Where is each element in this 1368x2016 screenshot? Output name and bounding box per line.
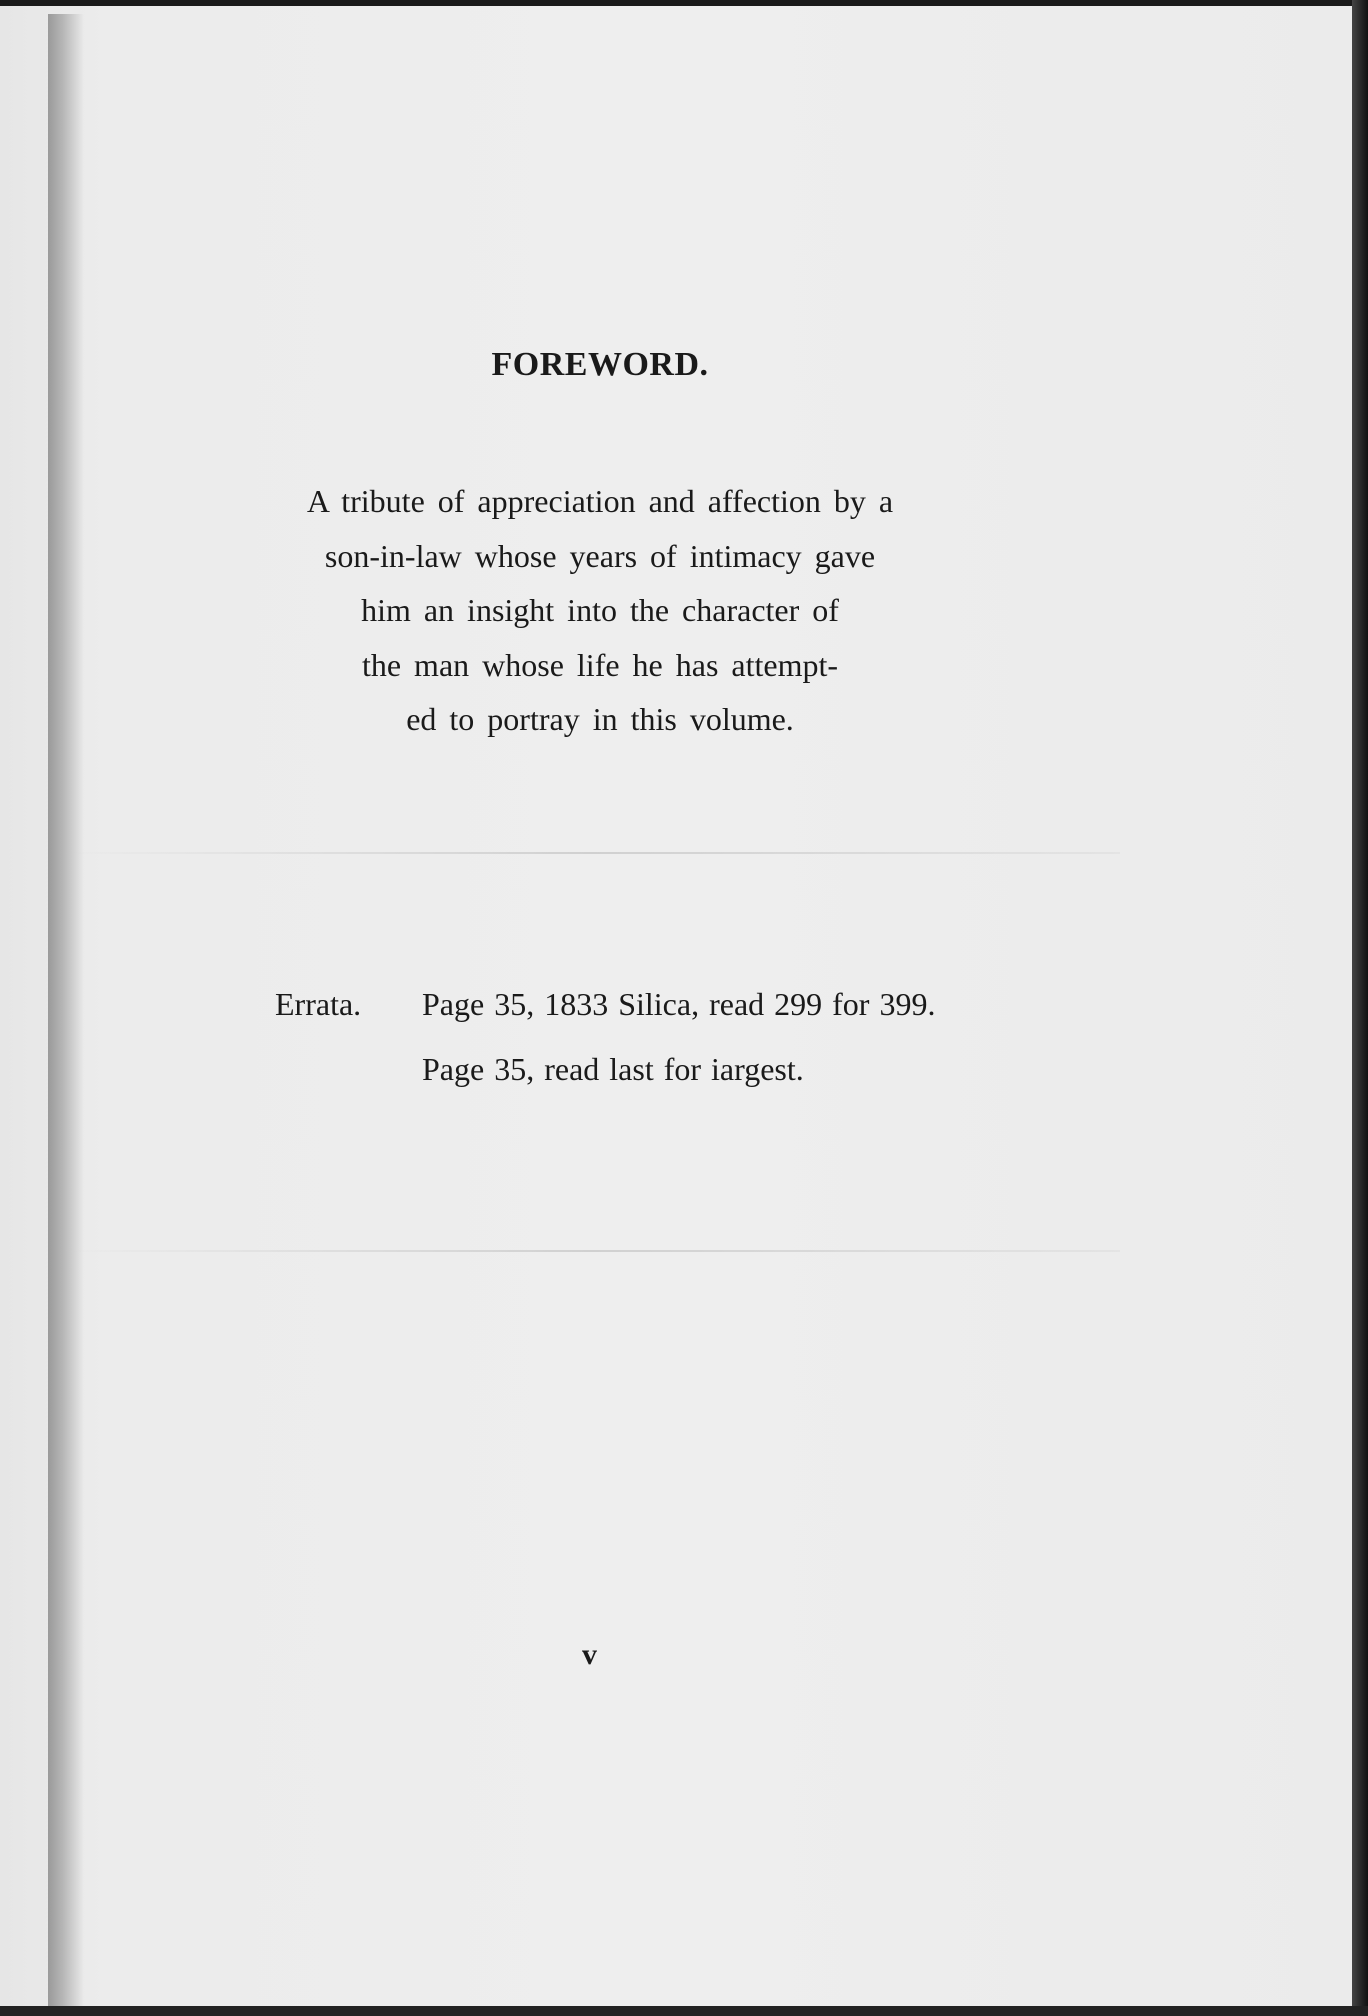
page-fold-line	[60, 852, 1120, 854]
book-page	[0, 6, 1352, 2006]
tribute-line: the man whose life he has attempt-	[361, 646, 839, 683]
errata-line: Page 35, 1833 Silica, read 299 for 399.	[422, 986, 936, 1022]
tribute-line: A tribute of appreciation and affection by a	[306, 483, 894, 519]
foreword-heading: FOREWORD.	[491, 346, 709, 383]
page-fold-line	[60, 1250, 1120, 1252]
page-number: v	[582, 1638, 597, 1671]
tribute-line: him an insight into the character of	[361, 592, 839, 628]
tribute-line: ed to portray in this volume.	[406, 701, 794, 737]
errata-label: Errata.	[275, 986, 362, 1022]
binding-gutter-shadow	[48, 14, 84, 2009]
tribute-paragraph	[200, 474, 1000, 747]
errata-line: Page 35, read last for iargest.	[422, 1051, 804, 1087]
right-page-edge	[1352, 0, 1368, 2016]
tribute-line: son-in-law whose years of intimacy gave	[324, 537, 876, 574]
bottom-page-edge	[0, 2006, 1368, 2016]
